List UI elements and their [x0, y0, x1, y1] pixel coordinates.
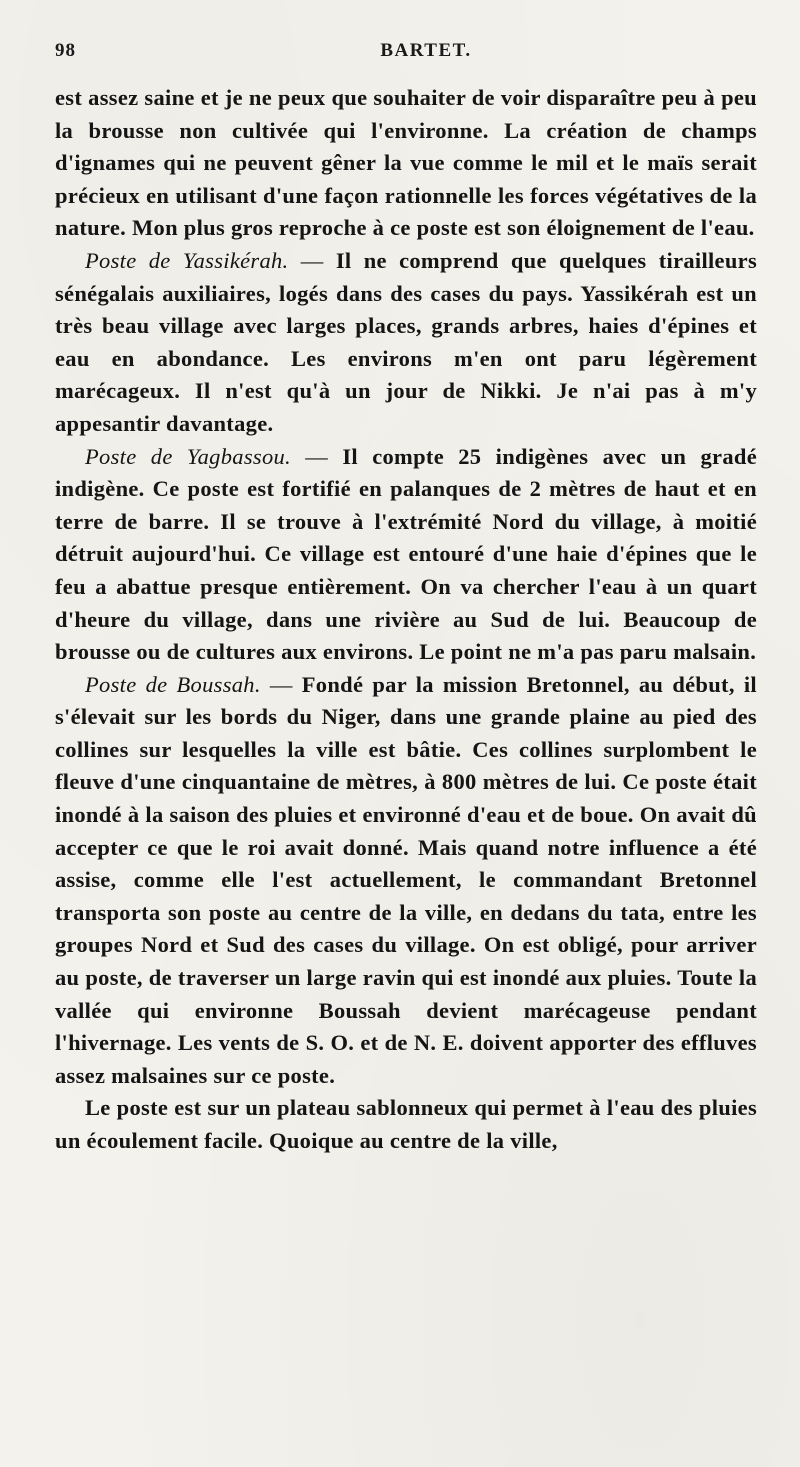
- paragraph-text: est assez saine et je ne peux que souhaiter de voir disparaître peu à peu la brousse non cultivée qui l'environne. La création de champs d'ignames qui ne peuvent gêner la vue comme le mil et le maïs serait précieux en utilisant d'une façon rationnelle les forces végétatives de la nature. Mon plus gros reproche à ce poste est son éloignement de l'eau.: [55, 85, 757, 241]
- paragraph-poste-plateau: [55, 1092, 757, 1157]
- paragraph-heading: Poste de Yassikérah.: [85, 247, 289, 273]
- body-text: [55, 82, 757, 1158]
- paragraph-text: Il compte 25 indigènes avec un gradé indigène. Ce poste est fortifié en palanques de 2 mètres de haut et en terre de barre. Il se trouve à l'extrémité Nord du village, à moitié détruit aujourd'hui. Ce village est entouré d'une haie d'épines que le feu a abattue presque entièrement. On va chercher l'eau à un quart d'heure du village, dans une rivière au Sud de lui. Beaucoup de brousse ou de cultures aux environs. Le point ne m'a pas paru malsain.: [55, 443, 757, 665]
- paragraph-heading: Poste de Boussah.: [85, 671, 261, 697]
- running-head: [55, 40, 757, 70]
- paragraph-poste-yassikerah: [55, 245, 757, 441]
- em-dash: —: [269, 671, 302, 697]
- paragraph-poste-boussah: [55, 669, 757, 1093]
- paragraph-text: Il ne comprend que quelques tirailleurs sénégalais auxiliaires, logés dans des cases du pays. Yassikérah est un très beau village avec larges places, grands arbres, haies d'épines et eau en abondance. Les environs m'en ont paru légèrement marécageux. Il n'est qu'à un jour de Nikki. Je n'ai pas à m'y appesantir davantage.: [55, 247, 757, 436]
- running-title: BARTET.: [380, 40, 472, 61]
- paragraph-continuation: [55, 82, 757, 245]
- paragraph-text: Le poste est sur un plateau sablonneux qui permet à l'eau des pluies un écoulement facile. Quoique au centre de la ville,: [55, 1095, 757, 1153]
- paragraph-poste-yagbassou: [55, 441, 757, 669]
- paragraph-heading: Poste de Yagbassou.: [85, 443, 291, 469]
- em-dash: —: [300, 247, 336, 273]
- page-number: 98: [55, 40, 76, 61]
- paragraph-text: Fondé par la mission Bretonnel, au début, il s'élevait sur les bords du Niger, dans une grande plaine au pied des collines sur lesquelles la ville est bâtie. Ces collines surplombent le fleuve d'une cinquantaine de mètres, à 800 mètres de lui. Ce poste était inondé à la saison des pluies et environné d'eau et de boue. On avait dû accepter ce que le roi avait donné. Mais quand notre influence a été assise, comme elle l'est actuellement, le commandant Bretonnel transporta son poste au centre de la ville, en dedans du tata, entre les groupes Nord et Sud des cases du village. On est obligé, pour arriver au poste, de traverser un large ravin qui est inondé aux pluies. Toute la vallée qui environne Boussah devient marécageuse pendant l'hivernage. Les vents de S. O. et de N. E. doivent apporter des effluves assez malsaines sur ce poste.: [55, 671, 757, 1088]
- em-dash: —: [305, 443, 343, 469]
